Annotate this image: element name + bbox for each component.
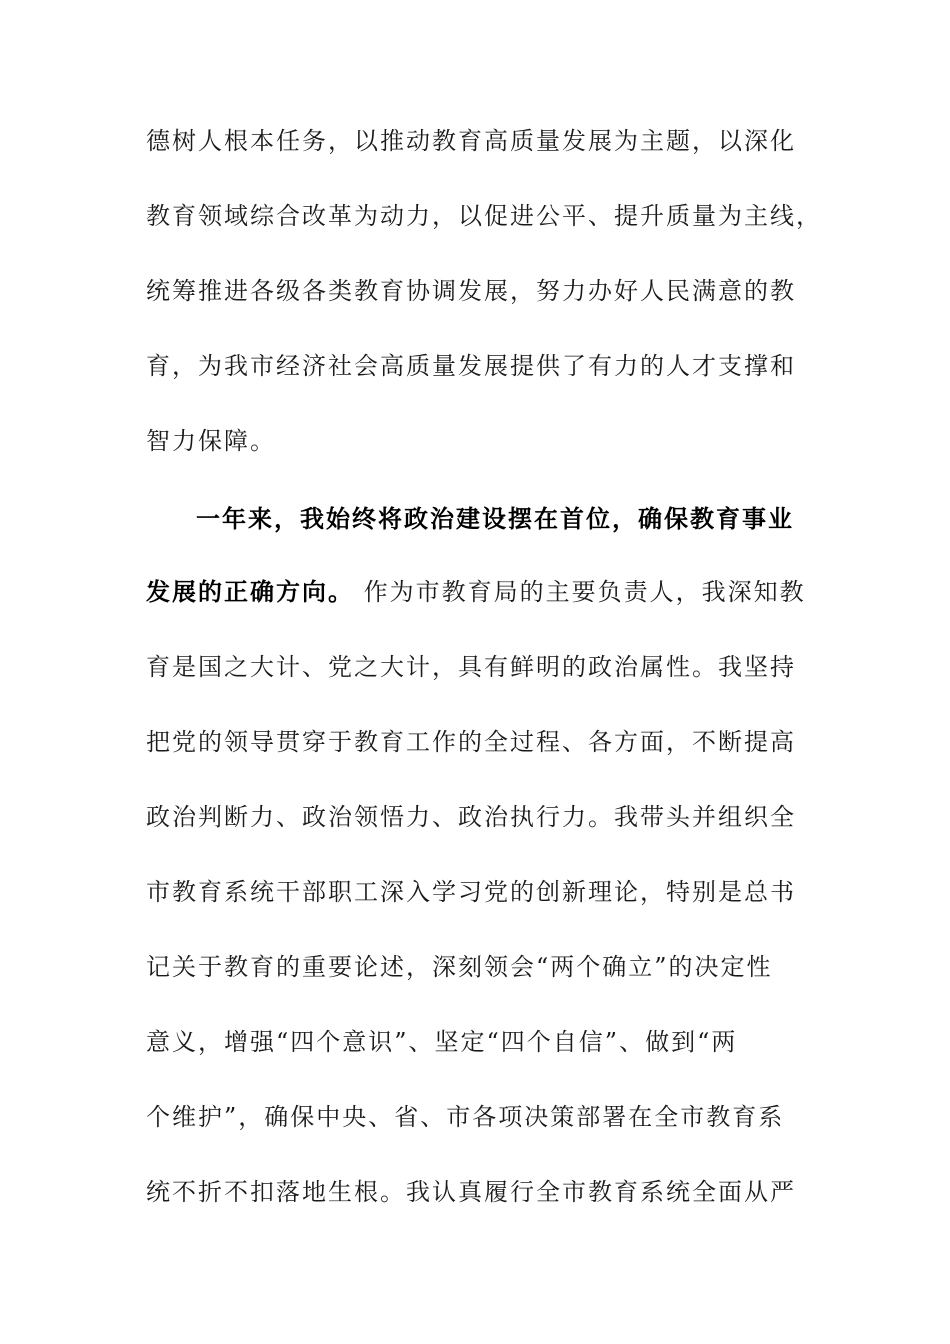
- paragraph2-line-6: 市教育系统干部职工深入学习党的创新理论，特别是总书: [146, 878, 796, 906]
- paragraph2-heading-line-2: 发展的正确方向。: [146, 577, 354, 606]
- paragraph2-line-7: 记关于教育的重要论述，深刻领会“两个确立”的决定性: [146, 953, 773, 981]
- paragraph1-line-3: 统筹推进各级各类教育协调发展，努力办好人民满意的教: [146, 277, 796, 305]
- paragraph2-line-8: 意义，增强“四个意识”、坚定“四个自信”、做到“两: [146, 1028, 738, 1056]
- paragraph2-line-2: [146, 577, 806, 607]
- paragraph1-line-5: 智力保障。: [146, 427, 276, 455]
- paragraph2-line-5: 政治判断力、政治领悟力、政治执行力。我带头并组织全: [146, 803, 796, 831]
- paragraph1-line-2: 教育领域综合改革为动力，以促进公平、提升质量为主线，: [146, 202, 822, 230]
- paragraph2-line-2-rest: 作为市教育局的主要负责人，我深知教: [354, 578, 806, 606]
- paragraph2-line-3: 育是国之大计、党之大计，具有鲜明的政治属性。我坚持: [146, 653, 796, 681]
- paragraph2-line-4: 把党的领导贯穿于教育工作的全过程、各方面，不断提高: [146, 728, 796, 756]
- paragraph2-line-10: 统不折不扣落地生根。我认真履行全市教育系统全面从严: [146, 1178, 796, 1206]
- paragraph1-line-4: 育，为我市经济社会高质量发展提供了有力的人才支撑和: [146, 352, 796, 380]
- paragraph1-line-1: 德树人根本任务，以推动教育高质量发展为主题，以深化: [146, 127, 796, 155]
- paragraph2-heading-line-1: 一年来，我始终将政治建设摆在首位，确保教育事业: [196, 504, 794, 533]
- paragraph2-line-9: 个维护”，确保中央、省、市各项决策部署在全市教育系: [146, 1103, 785, 1131]
